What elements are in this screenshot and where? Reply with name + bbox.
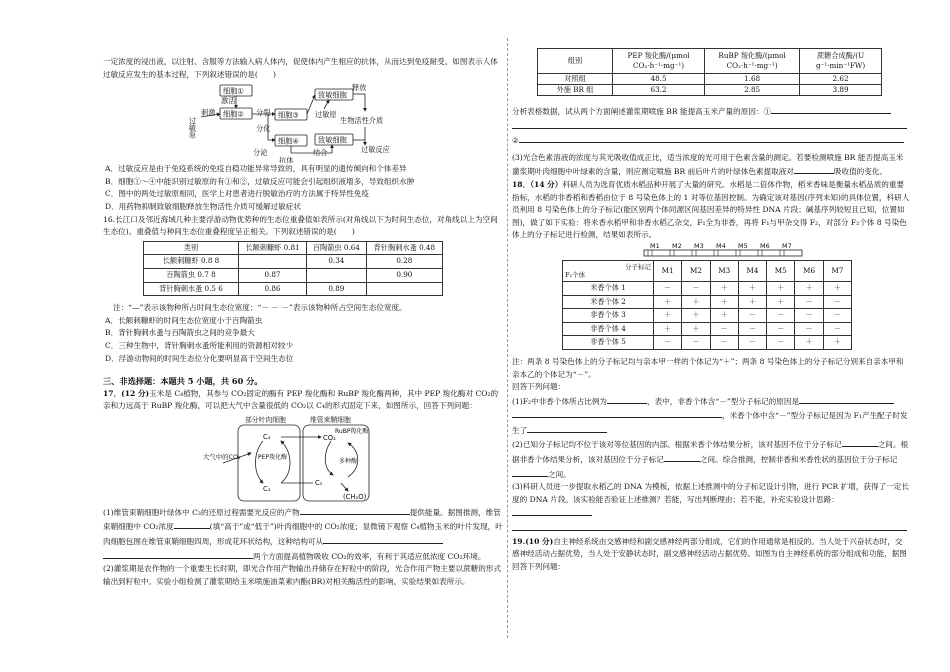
q17-2b: ② [512, 136, 519, 146]
q15-option-d: D．用药物抑制致敏细胞释放生物活性介质可缓解过敏症状 [105, 201, 301, 211]
q18-2b: 之间。根据非香个体结果分析，该对基因位于分子标记 [512, 440, 909, 465]
q18-cell: 非香个体 5 [563, 336, 654, 350]
d15-stimulate: 刺激 [201, 108, 216, 118]
q15-option-c: C．图中的两处过敏原相同，医学上对患者进行脱敏治疗的方法属于特异性免疫 [105, 189, 369, 199]
q18-cell: ＋ [710, 295, 738, 309]
q18-cell: － [795, 309, 823, 323]
answer-blank[interactable] [842, 437, 878, 447]
q16-cell: 0.86 [239, 282, 307, 296]
q17-cell: 2.85 [705, 85, 800, 96]
q18-cell: － [767, 322, 795, 336]
q18-label: 18．（14 分） [512, 179, 563, 189]
q18-th: M3 [710, 260, 738, 281]
q16-cell: 0.87 [239, 268, 307, 282]
q18-2c: 之间。综合推测，控制非香和米香性状的基因位于分子标记 [699, 455, 898, 465]
left-column [103, 56, 503, 588]
q19-label: 19.(10 分) [512, 536, 554, 546]
d15-activate: 激活 [221, 96, 236, 106]
q18-cell: － [654, 281, 682, 295]
q18-cell: － [654, 336, 682, 350]
d17-co2: CO₂ [323, 433, 336, 442]
q16-intro: 16.长江口及邻近海域几种主要浮游动物优势种的生态位重叠值如表所示(对角线以下为时间生态位，对角线以上为空间生态位)。重叠值与种间生态位重叠程度呈正相关。下列叙述错误的是( ) [103, 214, 498, 237]
d15-allergen: 过敏原 [188, 117, 198, 139]
q17-1b: 提供能量。据图推测，维管束鞘细胞中 CO₂浓度 [103, 507, 501, 532]
q18-cell: ＋ [795, 336, 823, 350]
q16-cell [239, 255, 307, 269]
answer-blank[interactable] [512, 408, 722, 418]
q16-cell [307, 268, 367, 282]
q18-corner-bottom: F₂个体 [565, 270, 586, 279]
marker-label: M3 [694, 241, 704, 250]
q17-1c: (填“高于”或“低于”)叶肉细胞中的 CO₂浓度；显微镜下观察 C₄植物玉米的叶片发现，叶肉细胞包围在维管束鞘细胞四周，形成花环状结构，这种结构可从 [103, 522, 503, 547]
q18-cell: ＋ [682, 322, 710, 336]
q18-th: M2 [682, 260, 710, 281]
answer-blank[interactable] [771, 104, 891, 114]
q18-3: (3)科研人员进一步提取水稻乙的 DNA 为模板，依据上述推测中的分子标记设计引物，进行 PCR 扩增，获得了一定长度的 DNA 片段。该实验能否验证上述推测？若能，写出判断理由；若不能，补充实验设计思路： [512, 482, 909, 504]
q16-table [143, 241, 443, 296]
section-3-heading: 三、非选择题：本题共 5 小题，共 60 分。 [103, 376, 263, 387]
q18-cell: ＋ [767, 281, 795, 295]
q18-2d: 之间。 [548, 469, 571, 479]
q17-th-0: 组别 [538, 49, 613, 74]
d17-c4: C₄ [263, 432, 271, 441]
q15-intro: 一定浓度的浸出液，以注射、含服等方法输入病人体内，促使体内产生相应的抗体，从而达到免疫耐受。如图表示人体过敏反应发生的基本过程，下列叙述错误的是( ) [103, 57, 498, 79]
allergy-diagram-svg [103, 81, 503, 163]
d17-rubp: RuBP羧化酶 [335, 427, 369, 435]
answer-blank[interactable] [512, 506, 592, 516]
q18-cell: － [682, 336, 710, 350]
q18-cell: ＋ [654, 309, 682, 323]
q18-cell: － [710, 336, 738, 350]
q18-cell: － [823, 322, 851, 336]
q18-cell: ＋ [710, 309, 738, 323]
q16-option-d: D．浮游动物间的时间生态位分化要明显高于空间生态位 [105, 353, 294, 363]
q15-option-b: B．细胞①～④中能识别过敏原的有①和②，过敏反应可能会引起组织液增多，导致组织水肿 [105, 176, 415, 186]
q19-intro: 自主神经系统由交感神经和副交感神经两部分组成，它们的作用通常是相反的。当人处于兴奋状态时，交感神经活动占据优势，当人处于安静状态时，副交感神经活动占据优势。如图为自主神经系统的部分组成和功能，据图回答下列问题： [512, 536, 907, 571]
q18-cell: ＋ [682, 295, 710, 309]
q18-corner-top: 分子标记 [625, 262, 651, 271]
d15-allergen2: 过敏原 [315, 110, 337, 120]
q16-th-3: 背针胸刺水蚤 0.48 [366, 241, 442, 255]
q17-2: (2)灌浆期是农作物的一个重要生长时期，即光合作用产物输出并储存在籽粒中的阶段，光合作用产物主要以蔗糖的形式输出到籽粒中。实验小组检测了灌浆期给玉米喷施油菜素内酯(BR)对相关酶活性的影响，实验结果如表所示。 [103, 564, 502, 586]
q18-cell: － [823, 295, 851, 309]
q17-1a: (1)维管束鞘细胞叶绿体中 C₃的还原过程需要光反应的产物 [103, 507, 300, 517]
q18-cell: ＋ [795, 281, 823, 295]
d15-antibody: 抗体 [279, 156, 294, 164]
d17-mesophyll: 部分叶肉细胞 [245, 415, 286, 424]
d15-cell4: 细胞④ [278, 136, 299, 146]
d15-reaction: 过敏反应 [361, 145, 390, 155]
q18-cell: ＋ [823, 336, 851, 350]
marker-label: M1 [650, 241, 660, 250]
q18-th: M6 [795, 260, 823, 281]
marker-label: M5 [738, 241, 748, 250]
q16-cell [366, 282, 442, 296]
q18-cell: 米香个体 1 [563, 281, 654, 295]
d17-ch2o: (CH₂O) [343, 492, 367, 501]
q17-th-1: PEP 羧化酶/(μmol CO₂·h⁻¹·mg⁻¹) [613, 49, 705, 74]
q18-th: M4 [738, 260, 766, 281]
q18-cell: 非香个体 4 [563, 322, 654, 336]
answer-blank[interactable] [664, 452, 700, 462]
answer-blank[interactable] [323, 534, 443, 544]
d15-differentiate: 分化 [256, 124, 271, 134]
q18-cell: － [823, 309, 851, 323]
q17-cell: 3.89 [800, 85, 882, 96]
q16-th-1: 长额刺糠虾 0.81 [239, 241, 307, 255]
column-divider [507, 38, 508, 638]
d17-enzymes: 多种酶 [339, 457, 358, 465]
q16-note: 注：“—”表示该物种所占时间生态位宽度；“－ － －”表示该物种所占空间生态位宽度。 [113, 303, 407, 313]
d17-bundle: 维管束鞘细胞 [310, 415, 351, 424]
q16-cell: 背针胸刺水蚤 0.5 6 [144, 282, 239, 296]
d15-sensitized: 致敏细胞 [318, 90, 347, 100]
d15-combine: 结合 [313, 148, 328, 158]
q18-cell: ＋ [682, 309, 710, 323]
q17-2a: 分析表格数据，试从两个方面阐述灌浆期喷施 BR 能提高玉米产量的原因：① [512, 107, 772, 116]
answer-blank[interactable] [607, 394, 647, 404]
d17-c3: C₃ [263, 484, 271, 493]
answer-blank[interactable] [519, 133, 904, 143]
marker-label: M6 [760, 241, 770, 250]
d15-secrete: 分泌 [253, 148, 268, 158]
answer-blank[interactable] [512, 119, 907, 129]
q18-cell: ＋ [767, 295, 795, 309]
d15-cell3: 细胞③ [278, 110, 299, 120]
q18-cell: ＋ [823, 281, 851, 295]
d15-cell2: 细胞② [223, 109, 244, 119]
q15-option-a: A．过敏反应是由于免疫系统的免疫自稳功能异常导致的，具有明显的遗传倾向和个体差异 [105, 164, 407, 174]
q18-cell: － [767, 309, 795, 323]
answer-blank[interactable] [799, 394, 894, 404]
marker-label: M7 [782, 241, 792, 250]
q17-cell: 对照组 [538, 74, 613, 85]
q18-cell: ＋ [738, 281, 766, 295]
q17-th-2: RuBP 羧化酶/(μmol CO₂·h⁻¹·mg⁻¹) [705, 49, 800, 74]
q17-cell: 63.2 [613, 85, 705, 96]
q16-cell: 0.89 [307, 282, 367, 296]
q16-cell: 长额刺糠虾 0.8 8 [144, 255, 239, 269]
q18-cell: ＋ [710, 281, 738, 295]
q16-th-2: 百陶箭虫 0.64 [307, 241, 367, 255]
q18-cell: － [767, 336, 795, 350]
q18-table [562, 260, 852, 350]
d15-release: 释放 [352, 83, 367, 93]
q18-cell: ＋ [654, 322, 682, 336]
d15-proliferate: 分裂 [256, 108, 271, 118]
answer-blank[interactable] [300, 505, 410, 515]
q18-cell: 米香个体 2 [563, 295, 654, 309]
q17-cell: 1.68 [705, 74, 800, 85]
q16-th-0: 类别 [144, 241, 239, 255]
q18-th: M5 [767, 260, 795, 281]
q18-cell: － [710, 322, 738, 336]
q17-cell: 外施 BR 组 [538, 85, 613, 96]
q16-option-c: C．三种生物中，背针胸刺水蚤所能利用的资源相对较少 [105, 340, 294, 350]
chromosome-marker-bar [512, 242, 910, 258]
q17-th-3: 蔗糖合成酶/(U g⁻¹·min⁻¹FW) [800, 49, 882, 74]
q17-label: 17．(12 分) [103, 388, 150, 398]
q16-option-a: A．长额刺糠虾的时间生态位宽度小于百陶箭虫 [105, 315, 263, 325]
answer-blank[interactable] [512, 467, 548, 477]
q17-intro: 玉米是 C₄植物，其参与 CO₂固定的酶有 PEP 羧化酶和 RuBP 羧化酶两种，其中 PEP 羧化酶对 CO₂的亲和力远高于 RuBP 羧化酶，可以把大气中含量很低的 CO₂以 C₄的形式固定下来，如图所示，回答下列问题： [103, 388, 499, 411]
q18-cell: － [795, 322, 823, 336]
q18-ask: 回答下列问题： [512, 382, 566, 392]
q18-note: 注：两条 8 号染色体上的分子标记均与亲本甲一样的个体记为“＋”；两条 8 号染色体上的分子标记分别来自亲本甲和亲本乙的个体记为“－”。 [512, 356, 904, 379]
d17-c5: C₅ [315, 478, 323, 487]
q16-cell: 0.34 [307, 255, 367, 269]
q18-cell: 非香个体 3 [563, 309, 654, 323]
q16-cell: 百陶箭虫 0.7 8 [144, 268, 239, 282]
right-column [512, 48, 910, 573]
q17-cell: 2.62 [800, 74, 882, 85]
q18-1c: ，米香个体中含“－”型分子标记是因为 F₁产生配子时发生了 [512, 411, 908, 435]
q18-1a: (1)F₂中非香个体所占比例为 [512, 396, 608, 406]
answer-blank[interactable] [174, 519, 210, 529]
q18-2a: (2)已知分子标记均不位于该对等位基因的内部。根据米香个体结果分析，该对基因不位于分子标记 [512, 440, 842, 450]
answer-blank[interactable] [794, 164, 834, 174]
marker-label: M2 [672, 241, 682, 250]
q16-option-b: B．背针胸刺水蚤与百陶箭虫之间的竞争最大 [105, 328, 255, 338]
q18-cell: － [738, 309, 766, 323]
q18-intro: 科研人员为选育优质水稻品种开展了大量的研究。水稻是二倍体作物，稻米香味是衡量水稻品质的重要指标，水稻的非香稻和香稻由位于 8 号染色体上的 1 对等位基因控制。为确定该对基因(序列未知)的具体位置，科研人员利用 8 号染色体上的分子标记(能区别两个体同源区间基因差异的特异性 DNA 片段；碱基序列较短且已知，位置如图)，做了如下实验：将米香水稻甲和非香水稻乙杂交，F₁全为非香，再将 F₁与甲杂交得 F₂，对部分 F₂个体 8 号染色体上的分子标记进行检测，结果如表所示。 [512, 179, 910, 240]
allergy-diagram [103, 81, 503, 163]
c4-diagram [103, 413, 503, 505]
q17-3: (3)光合色素溶液的浓度与其光吸收值成正比，适当浓度的光可用于色素含量的测定。若要检测喷施 BR 能否提高玉米灌浆期叶肉细胞中叶绿素的含量，则应测定喷施 BR 前后叶片的叶绿体色素提取液对 [512, 152, 904, 177]
q18-1b: ，表中，非香个体含“－”型分子标记的原因是 [647, 396, 800, 406]
q18-cell: ＋ [654, 295, 682, 309]
d17-pep: PEP羧化酶 [258, 453, 288, 461]
q18-th: M7 [823, 260, 851, 281]
d15-cell1: 细胞① [223, 86, 244, 96]
d15-cell5: 致敏细胞 [318, 135, 347, 145]
q16-cell: 0.90 [366, 268, 442, 282]
q18-cell: － [795, 295, 823, 309]
answer-blank[interactable] [103, 549, 253, 559]
q18-cell: － [738, 322, 766, 336]
q18-cell: － [738, 336, 766, 350]
answer-blank[interactable] [512, 521, 907, 531]
marker-label: M4 [716, 241, 726, 250]
answer-blank[interactable] [527, 423, 607, 433]
c4-diagram-svg [103, 413, 503, 505]
d17-air: 大气中的CO₂ [203, 452, 241, 461]
q17-3b: 吸收值的变化。 [833, 167, 888, 177]
q18-cell: － [682, 281, 710, 295]
q18-cell: ＋ [738, 295, 766, 309]
q18-th: M1 [654, 260, 682, 281]
q18-corner [563, 260, 654, 281]
q17-1d: 两个方面提高植物吸收 CO₂的效率，有利于其适应低浓度 CO₂环境。 [253, 551, 486, 561]
q16-cell: 0.28 [366, 255, 442, 269]
q17-table [537, 48, 882, 96]
d15-bioactive: 生物活性介质 [340, 116, 384, 126]
q17-cell: 48.5 [613, 74, 705, 85]
